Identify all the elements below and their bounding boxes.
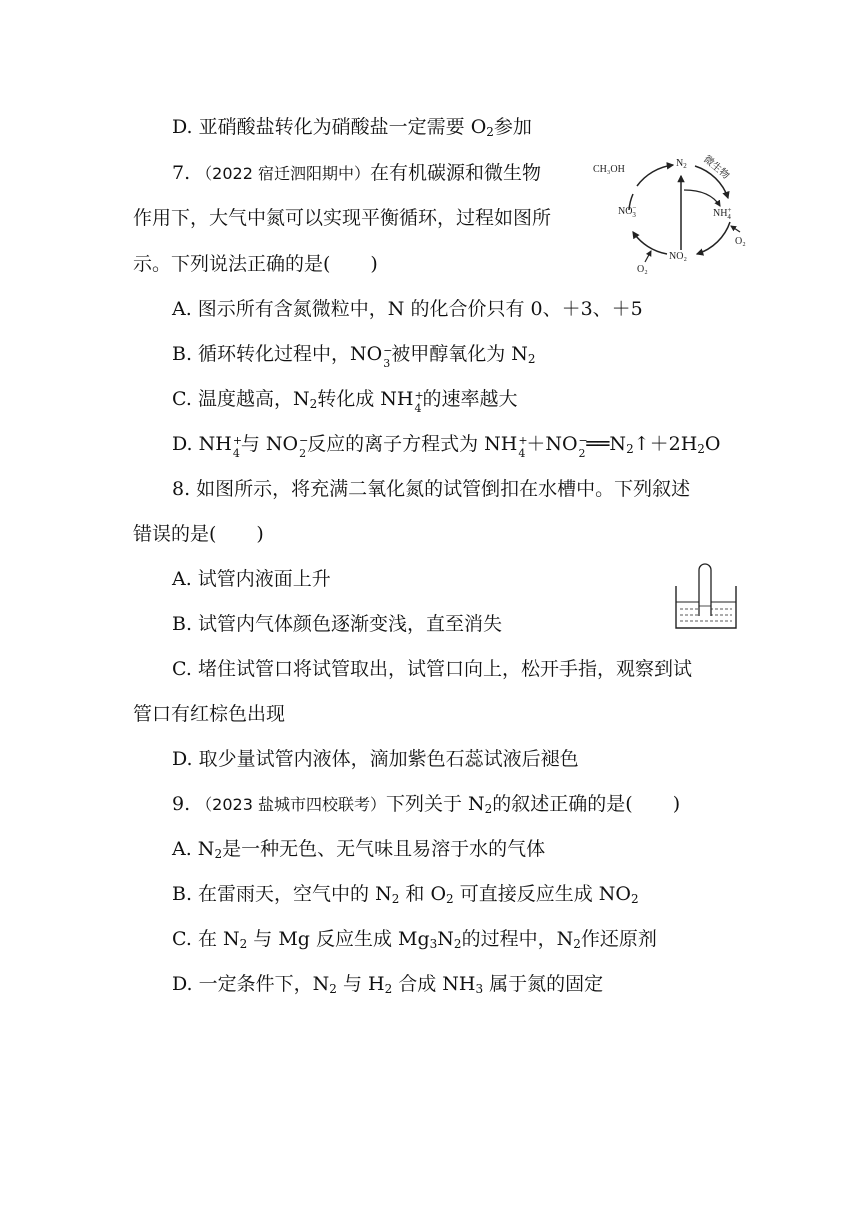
q9-option-d: D. 一定条件下，$N_2$ 与 $H_2$ 合成 $NH_3$ 属于氮的固定: [172, 973, 604, 996]
q7-option-c: C. 温度越高，$N_2$转化成 NH + 4 的速率越大: [172, 388, 518, 415]
no3-label: NO− 3: [618, 204, 637, 219]
q7-stem-line3: 示。下列说法正确的是( ): [133, 253, 378, 275]
q9-option-b: B. 在雷雨天，空气中的 $N_2$ 和 $O_2$ 可直接反应生成 $NO_2$: [172, 883, 639, 906]
q8-option-a: A. 试管内液面上升: [172, 568, 331, 590]
n2-label: $N_2$: [676, 158, 687, 170]
no2-label: NO₂: [669, 251, 687, 262]
q7-source: （2022 宿迁泗阳期中）: [196, 164, 370, 183]
q8-stem-line2: 错误的是( ): [133, 523, 264, 545]
q8-option-d: D. 取少量试管内液体，滴加紫色石蕊试液后褪色: [172, 748, 579, 770]
test-tube-figure: [672, 562, 742, 632]
nh4-label: NH+ 4: [713, 206, 732, 221]
nitrogen-cycle-figure: [585, 150, 760, 275]
o2-right-label: O₂: [735, 236, 746, 247]
q8-stem-line1: 8. 如图所示，将充满二氧化氮的试管倒扣在水槽中。下列叙述: [172, 478, 691, 500]
q9-source: （2023 盐城市四校联考）: [196, 795, 386, 814]
q7-option-b: B. 循环转化过程中，NO − 3 被甲醇氧化为 $N_2$: [172, 343, 536, 370]
q9-option-c: C. 在 $N_2$ 与 Mg 反应生成 $Mg_3N_2$的过程中，$N_2$作还原剂: [172, 928, 657, 951]
q9-option-a: A. $N_2$是一种无色、无气味且易溶于水的气体: [172, 838, 546, 861]
q7-option-d: D. NH + 4 与 NO − 2 反应的离子方程式为 NH + 4 ＋NO − 2 $══N_2↑+2H_2O$: [172, 433, 721, 460]
q8-option-b: B. 试管内气体颜色逐渐变浅，直至消失: [172, 613, 503, 635]
q9-stem: 9. （2023 盐城市四校联考）下列关于 $N_2$的叙述正确的是( ): [172, 793, 681, 816]
q8-option-c-line1: C. 堵住试管口将试管取出，试管口向上，松开手指，观察到试: [172, 658, 692, 680]
q7-stem-line1: 7. （2022 宿迁泗阳期中）在有机碳源和微生物: [172, 162, 541, 184]
q6-option-d: D. 亚硝酸盐转化为硝酸盐一定需要 $O_2$参加: [172, 116, 532, 139]
q8-option-c-line2: 管口有红棕色出现: [133, 703, 286, 725]
microbe-label: 微生物: [701, 153, 732, 182]
q7-option-a: A. 图示所有含氮微粒中，N 的化合价只有 0、＋3、＋5: [172, 298, 643, 320]
q7-stem-line2: 作用下，大气中氮可以实现平衡循环，过程如图所: [133, 207, 552, 229]
ch3oh-label: CH₃OH: [593, 164, 625, 175]
o2-bottom-label: O₂: [637, 264, 648, 275]
